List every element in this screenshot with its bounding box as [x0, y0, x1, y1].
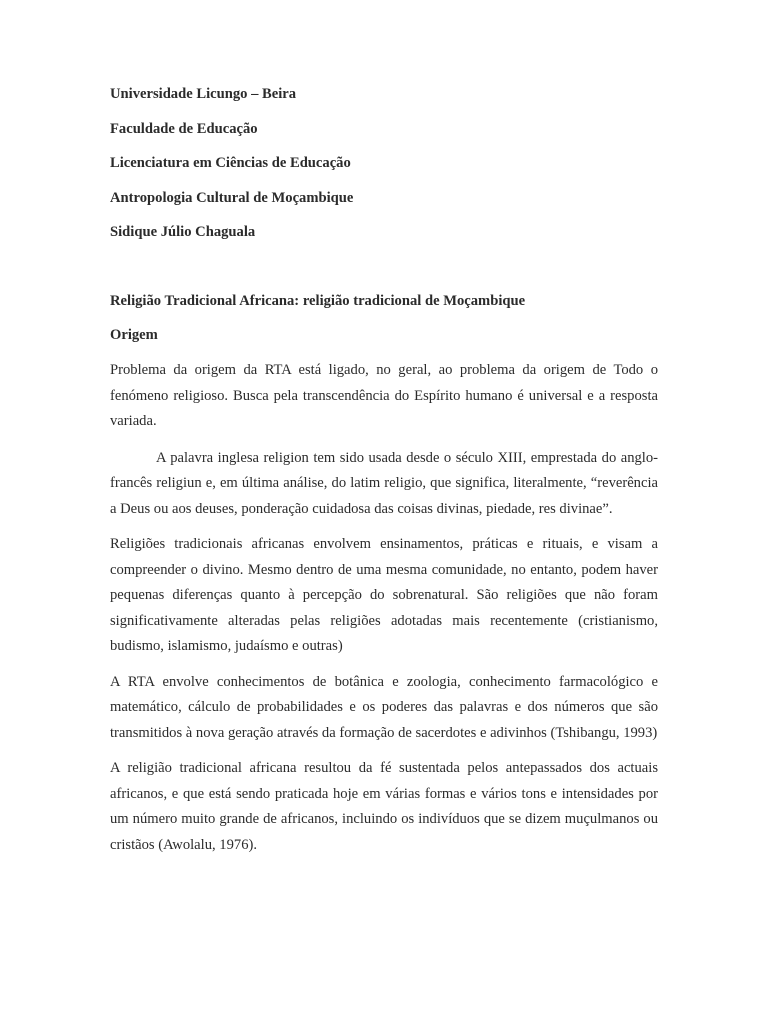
- paragraph: Problema da origem da RTA está ligado, no geral, ao problema da origem de Todo o fenómeno religioso. Busca pela transcendência do Espírito humano é universal e a resposta variada.: [110, 362, 658, 429]
- author-name: Sidique Júlio Chaguala: [110, 224, 256, 240]
- document-title: Religião Tradicional Africana: religião tradicional de Moçambique: [110, 293, 526, 309]
- paragraph: Religiões tradicionais africanas envolvem ensinamentos, práticas e rituais, e visam a compreender o divino. Mesmo dentro de uma mesma comunidade, no entanto, podem haver pequenas diferenças quanto à percepção do sobrenatural. São religiões que não foram significativamente alteradas pelas religiões adotadas mais recentemente (cristianismo, budismo, islamismo, judaísmo e outras): [110, 536, 658, 654]
- paragraph: A palavra inglesa religion tem sido usada desde o século XIII, emprestada do anglo-francês religiun e, em última análise, do latim religio, que significa, literalmente, “reverência a Deus ou aos deuses, ponderação cuidadosa das coisas divinas, piedade, res divinae”.: [110, 449, 658, 517]
- paragraph: A religião tradicional africana resultou da fé sustentada pelos antepassados dos actuais africanos, e que está sendo praticada hoje em várias formas e vários tons e intensidades por um número muito grande de africanos, incluindo os indivíduos que se dizem muçulmanos ou cristãos (Awolalu, 1976).: [110, 760, 658, 853]
- section-heading: Origem: [110, 327, 158, 343]
- course-name: Antropologia Cultural de Moçambique: [110, 190, 354, 206]
- degree-name: Licenciatura em Ciências de Educação: [110, 155, 351, 171]
- university-name: Universidade Licungo – Beira: [110, 86, 297, 102]
- document-page: [110, 84, 658, 858]
- faculty-name: Faculdade de Educação: [110, 121, 258, 137]
- paragraph: A RTA envolve conhecimentos de botânica e zoologia, conhecimento farmacológico e matemático, cálculo de probabilidades e os poderes das palavras e dos números que são transmitidos à nova geração através da formação de sacerdotes e adivinhos (Tshibangu, 1993): [110, 673, 658, 741]
